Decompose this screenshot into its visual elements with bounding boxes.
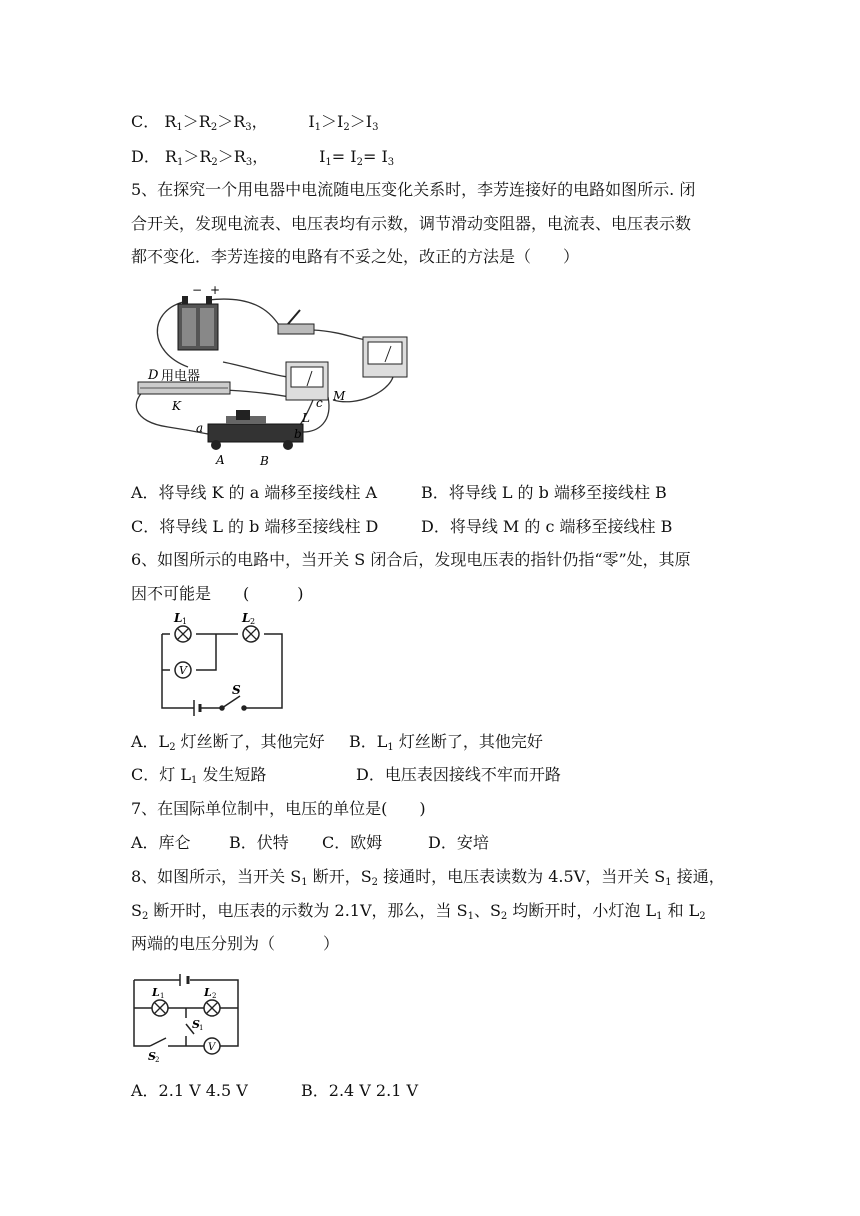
q8-option-a[interactable]: A．2.1 V 4.5 V [131,1081,248,1100]
svg-text:V: V [208,1042,216,1053]
q6-options-row-2 [131,763,561,793]
q6-stem-line-1: 6、如图所示的电路中，当开关 S 闭合后，发现电压表的指针仍指“零”处，其原 [131,550,691,569]
svg-text:c: c [316,396,323,410]
svg-text:L: L [242,612,251,625]
q8-stem-line-1: 8、如图所示，当开关 $S_1$ 断开，$S_2$ 接通时，电压表读数为 4.5V，当开关 $S_1$ 接通， [131,867,725,888]
q8-circuit-figure [128,972,248,1062]
switch-icon [278,310,314,334]
voltmeter-icon [286,362,328,400]
q6-stem-line-2: 因不可能是 ( ) [131,584,304,603]
q8-options-row [131,1079,418,1103]
svg-text:b: b [294,427,302,441]
q5-option-d[interactable]: D．将导线 M 的 c 端移至接线柱 B [421,517,673,536]
svg-text:K: K [172,399,181,413]
q7-option-a[interactable]: A．库仑 [131,833,191,852]
battery-icon [178,296,218,350]
rheostat-icon [208,410,303,450]
svg-text:D: D [148,368,159,383]
svg-text:V: V [179,664,187,677]
q4-option-d: D． $R_1>R_2>R_3$， $I_1= I_2= I_3$ [131,147,395,168]
q6-option-a[interactable]: A．$L_2$ 灯丝断了，其他完好 [131,732,325,753]
svg-text:M: M [333,389,346,403]
q7-option-d[interactable]: D．安培 [428,833,489,852]
q6-options-row-1 [131,730,543,760]
svg-text:S: S [148,1050,156,1062]
svg-text:用电器: 用电器 [161,369,201,384]
lamp-l1-icon [177,628,189,640]
q7-options-row [131,831,489,855]
q5-options-row-2 [131,515,672,539]
lamp-l2-icon [245,628,257,640]
q5-stem-line-2: 合开关，发现电流表、电压表均有示数，调节滑动变阻器，电流表、电压表示数 [131,214,692,233]
q6-option-c[interactable]: C．灯 $L_1$ 发生短路 [131,765,267,786]
q6-option-b[interactable]: B．$L_1$ 灯丝断了，其他完好 [349,732,543,753]
svg-text:−: − [192,283,203,297]
svg-text:L: L [174,612,183,625]
q4-option-c: C． $R_1>R_2>R_3$， $I_1>I_2>I_3$ [131,112,379,133]
q5-option-c[interactable]: C．将导线 L 的 b 端移至接线柱 D [131,517,379,536]
svg-text:1: 1 [182,617,188,626]
q7-stem: 7、在国际单位制中，电压的单位是( ) [131,799,426,818]
svg-text:S: S [192,1018,200,1031]
q5-circuit-figure [128,282,423,470]
q6-circuit-figure [150,612,290,717]
q5-options-row-1 [131,481,667,505]
svg-text:a: a [196,421,204,435]
q5-option-a[interactable]: A．将导线 K 的 a 端移至接线柱 A [131,483,378,502]
q7-option-b[interactable]: B．伏特 [229,833,289,852]
svg-text:2: 2 [250,617,256,626]
q5-stem-line-3: 都不变化．李芳连接的电路有不妥之处，改正的方法是（ ） [131,247,580,266]
q8-stem-line-3: 两端的电压分别为（ ） [131,934,340,953]
lamp-l1-icon [154,1002,166,1014]
svg-text:L: L [152,986,160,999]
lamp-l2-icon [206,1002,218,1014]
q5-option-b[interactable]: B．将导线 L 的 b 端移至接线柱 B [421,483,667,502]
svg-text:2: 2 [155,1056,160,1062]
svg-text:2: 2 [212,992,217,1000]
ammeter-icon [363,337,407,377]
q7-option-c[interactable]: C．欧姆 [322,833,383,852]
q5-stem-line-1: 5、在探究一个用电器中电流随电压变化关系时，李芳连接好的电路如图所示. 闭 [131,180,696,199]
svg-text:+: + [210,283,221,297]
svg-text:1: 1 [160,992,165,1000]
q6-option-d[interactable]: D．电压表因接线不牢而开路 [356,765,561,784]
q8-stem-line-2: $S_2$ 断开时，电压表的示数为 2.1V，那么，当 $S_1$、$S_2$ 均断开时，小灯泡 $L_1$ 和 $L_2$ [131,901,706,922]
svg-text:B: B [260,454,269,468]
svg-text:L: L [204,986,212,999]
svg-text:L: L [302,411,310,425]
svg-text:A: A [216,453,225,467]
svg-text:S: S [232,683,241,697]
q8-option-b[interactable]: B．2.4 V 2.1 V [301,1081,419,1100]
svg-text:1: 1 [199,1024,204,1032]
